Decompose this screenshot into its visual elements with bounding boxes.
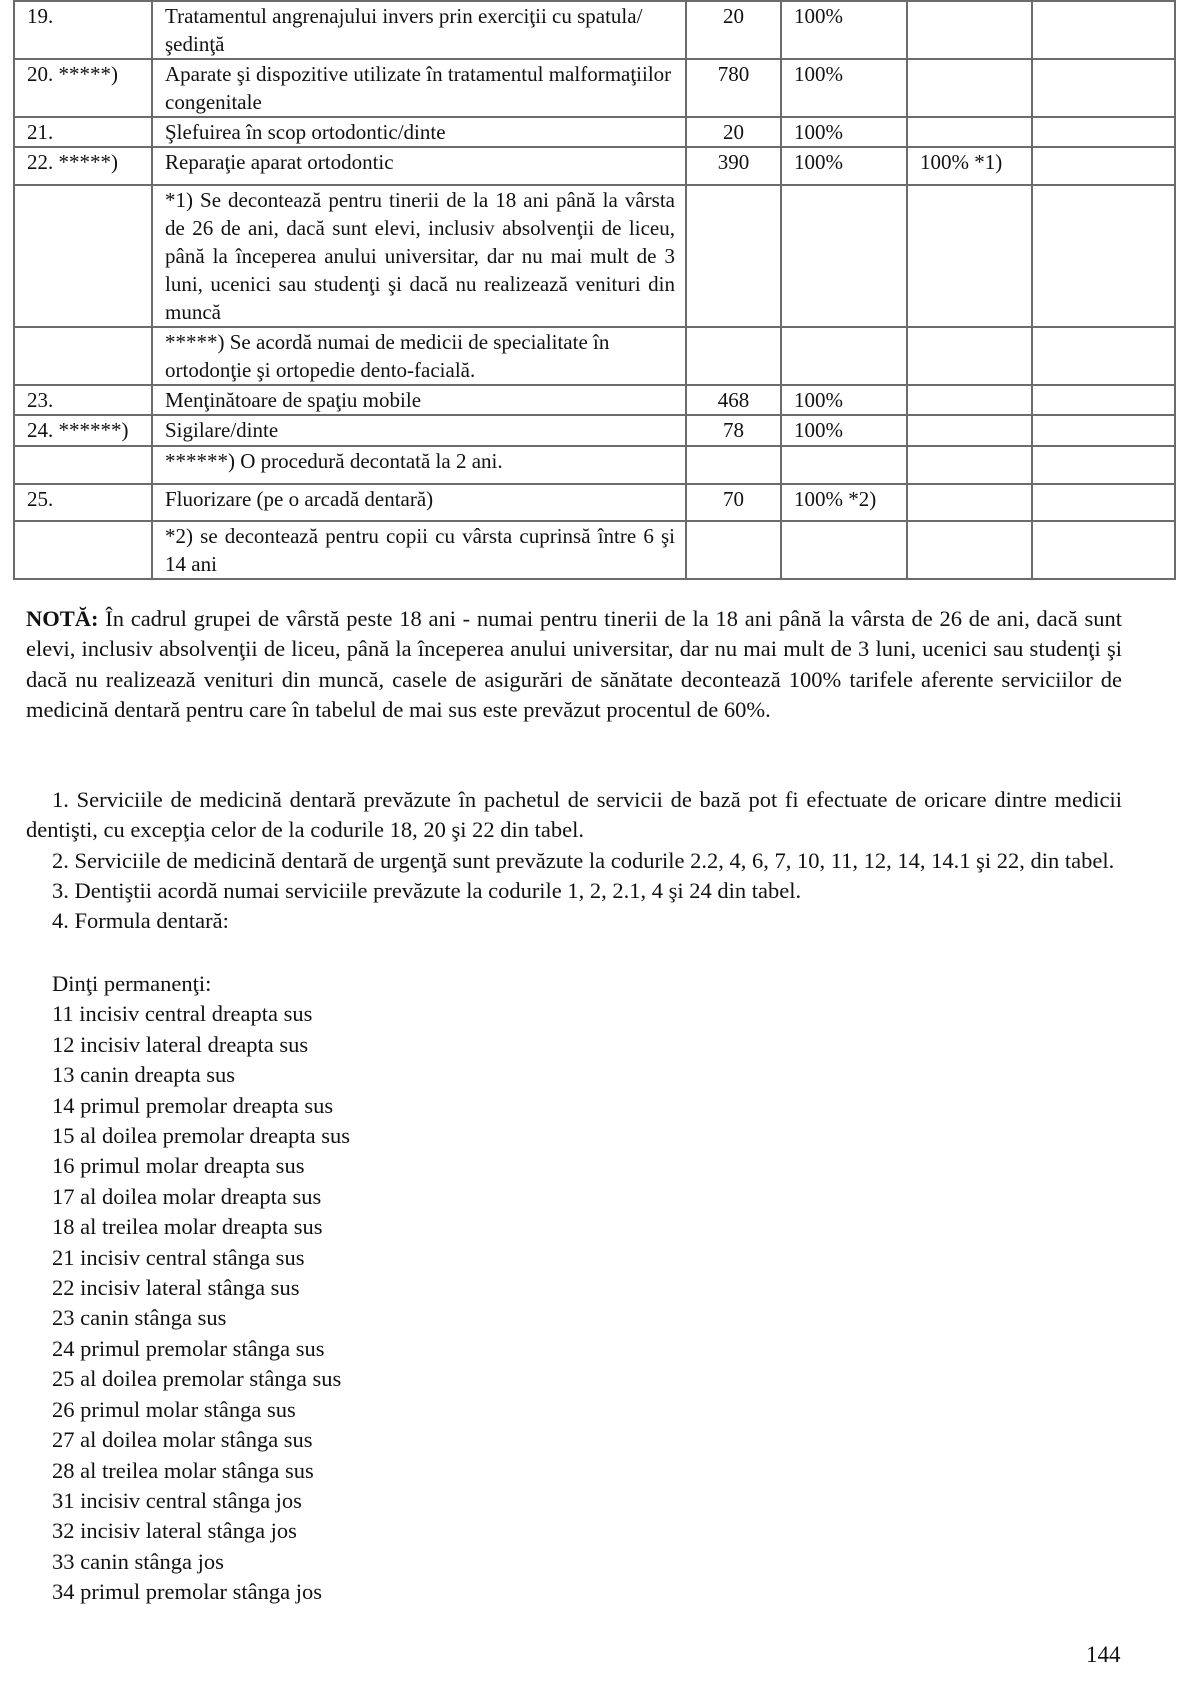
tooth-item: 26 primul molar stânga sus	[52, 1396, 296, 1422]
value-cell	[686, 446, 781, 484]
description-cell: Menţinătoare de spaţiu mobile	[152, 385, 686, 415]
percent-b-cell	[907, 185, 1032, 327]
percent-c-cell	[1032, 147, 1175, 185]
description-cell: *****) Se acordă numai de medicii de specialitate în ortodonţie şi ortopedie dento-facială.	[152, 327, 686, 385]
tooth-item: 17 al doilea molar dreapta sus	[52, 1183, 322, 1209]
percent-a-cell: 100%	[781, 147, 907, 185]
tooth-item: 14 primul premolar dreapta sus	[52, 1092, 334, 1118]
percent-c-cell	[1032, 185, 1175, 327]
table-row	[14, 1, 1175, 59]
tooth-item: 11 incisiv central dreapta sus	[52, 1001, 313, 1027]
percent-c-cell	[1032, 1, 1175, 59]
value-cell: 20	[686, 1, 781, 59]
description-cell: ******) O procedură decontată la 2 ani.	[152, 446, 686, 484]
code-cell: 19.	[14, 1, 152, 59]
description-cell: Aparate şi dispozitive utilizate în tratamentul malformaţiilor congenitale	[152, 59, 686, 117]
note-2: 2. Serviciile de medicină dentară de urgenţă sunt prevăzute la codurile 2.2, 4, 6, 7, 10, 11, 12, 14, 14.1 şi 22, din tabel.	[52, 847, 1115, 873]
tooth-item: 33 canin stânga jos	[52, 1548, 224, 1574]
table-row	[14, 147, 1175, 185]
description-cell: Tratamentul angrenajului invers prin exerciţii cu spatula/şedinţă	[152, 1, 686, 59]
tooth-item: 18 al treilea molar dreapta sus	[52, 1214, 323, 1240]
percent-c-cell	[1032, 521, 1175, 579]
code-cell: 21.	[14, 117, 152, 147]
table-row	[14, 185, 1175, 327]
description-cell: Şlefuirea în scop ortodontic/dinte	[152, 117, 686, 147]
percent-a-cell: 100% *2)	[781, 484, 907, 521]
tooth-item: 23 canin stânga sus	[52, 1305, 227, 1331]
value-cell	[686, 521, 781, 579]
percent-a-cell	[781, 521, 907, 579]
percent-b-cell	[907, 327, 1032, 385]
code-cell	[14, 185, 152, 327]
tooth-item: 25 al doilea premolar stânga sus	[52, 1366, 342, 1392]
code-cell	[14, 327, 152, 385]
nota-paragraph	[26, 604, 1122, 725]
tooth-item: 22 incisiv lateral stânga sus	[52, 1275, 300, 1301]
nota-text: În cadrul grupei de vârstă peste 18 ani - numai pentru tinerii de la 18 ani până la vârsta de 26 de ani, dacă sunt elevi, inclusiv absolvenţii de liceu, până la începerea anului universitar, dar nu mai mult de 3 luni, ucenici sau studenţi şi dacă nu realizează venituri din muncă, casele de asigurări de sănătate decontează 100% tarifele aferente serviciilor de medicină dentară pentru care în tabelul de mai sus este prevăzut procentul de 60%.	[26, 606, 1122, 722]
tooth-item: 13 canin dreapta sus	[52, 1062, 236, 1088]
percent-c-cell	[1032, 327, 1175, 385]
note-1: 1. Serviciile de medicină dentară prevăzute în pachetul de servicii de bază pot fi efectuate de oricare dintre medicii dentişti, cu excepţia celor de la codurile 18, 20 şi 22 din tabel.	[26, 787, 1122, 843]
code-cell: 25.	[14, 484, 152, 521]
tooth-item: 21 incisiv central stânga sus	[52, 1244, 305, 1270]
percent-b-cell	[907, 521, 1032, 579]
code-cell: 23.	[14, 385, 152, 415]
percent-c-cell	[1032, 385, 1175, 415]
tooth-item: 12 incisiv lateral dreapta sus	[52, 1031, 309, 1057]
code-cell	[14, 446, 152, 484]
value-cell: 78	[686, 415, 781, 446]
table-row	[14, 327, 1175, 385]
percent-a-cell: 100%	[781, 59, 907, 117]
description-cell: Reparaţie aparat ortodontic	[152, 147, 686, 185]
percent-a-cell: 100%	[781, 385, 907, 415]
dental-formula-list	[52, 969, 350, 1608]
note-3: 3. Dentiştii acordă numai serviciile prevăzute la codurile 1, 2, 2.1, 4 şi 24 din tabel.	[52, 877, 802, 903]
percent-a-cell	[781, 446, 907, 484]
value-cell: 390	[686, 147, 781, 185]
description-cell: *1) Se decontează pentru tinerii de la 18 ani până la vârsta de 26 de ani, dacă sunt elevi, inclusiv absolvenţii de liceu, până la începerea anului universitar, dar nu mai mult de 3 luni, ucenici sau studenţi şi dacă nu realizează venituri din muncă	[152, 185, 686, 327]
tooth-item: 15 al doilea premolar dreapta sus	[52, 1123, 351, 1149]
percent-b-cell: 100% *1)	[907, 147, 1032, 185]
description-cell: Sigilare/dinte	[152, 415, 686, 446]
code-cell: 22. *****)	[14, 147, 152, 185]
code-cell: 20. *****)	[14, 59, 152, 117]
table-row	[14, 59, 1175, 117]
page-number: 144	[1086, 1642, 1121, 1667]
tooth-item: 28 al treilea molar stânga sus	[52, 1457, 314, 1483]
description-cell: *2) se decontează pentru copii cu vârsta cuprinsă între 6 şi 14 ani	[152, 521, 686, 579]
percent-a-cell	[781, 185, 907, 327]
teeth-heading: Dinţi permanenţi:	[52, 971, 212, 996]
note-4: 4. Formula dentară:	[52, 908, 229, 934]
tooth-item: 24 primul premolar stânga sus	[52, 1335, 325, 1361]
table-row	[14, 446, 1175, 484]
percent-c-cell	[1032, 484, 1175, 521]
percent-c-cell	[1032, 59, 1175, 117]
percent-a-cell: 100%	[781, 117, 907, 147]
value-cell: 780	[686, 59, 781, 117]
table-row	[14, 415, 1175, 446]
table-row	[14, 385, 1175, 415]
table-row	[14, 117, 1175, 147]
numbered-notes	[26, 785, 1122, 936]
value-cell	[686, 327, 781, 385]
nota-label: NOTĂ:	[26, 606, 99, 631]
percent-b-cell	[907, 385, 1032, 415]
value-cell: 468	[686, 385, 781, 415]
tooth-item: 16 primul molar dreapta sus	[52, 1153, 305, 1179]
percent-a-cell: 100%	[781, 1, 907, 59]
tooth-item: 34 primul premolar stânga jos	[52, 1579, 322, 1605]
code-cell: 24. ******)	[14, 415, 152, 446]
tooth-item: 32 incisiv lateral stânga jos	[52, 1518, 297, 1544]
table-row	[14, 521, 1175, 579]
value-cell: 70	[686, 484, 781, 521]
percent-c-cell	[1032, 117, 1175, 147]
percent-b-cell	[907, 1, 1032, 59]
percent-b-cell	[907, 446, 1032, 484]
percent-b-cell	[907, 484, 1032, 521]
description-cell: Fluorizare (pe o arcadă dentară)	[152, 484, 686, 521]
percent-c-cell	[1032, 415, 1175, 446]
services-table	[13, 0, 1176, 580]
tooth-item: 27 al doilea molar stânga sus	[52, 1427, 313, 1453]
percent-b-cell	[907, 59, 1032, 117]
value-cell	[686, 185, 781, 327]
percent-a-cell: 100%	[781, 415, 907, 446]
services-table-body	[14, 1, 1175, 579]
percent-c-cell	[1032, 446, 1175, 484]
percent-b-cell	[907, 415, 1032, 446]
table-row	[14, 484, 1175, 521]
percent-a-cell	[781, 327, 907, 385]
tooth-item: 31 incisiv central stânga jos	[52, 1487, 302, 1513]
code-cell	[14, 521, 152, 579]
value-cell: 20	[686, 117, 781, 147]
percent-b-cell	[907, 117, 1032, 147]
